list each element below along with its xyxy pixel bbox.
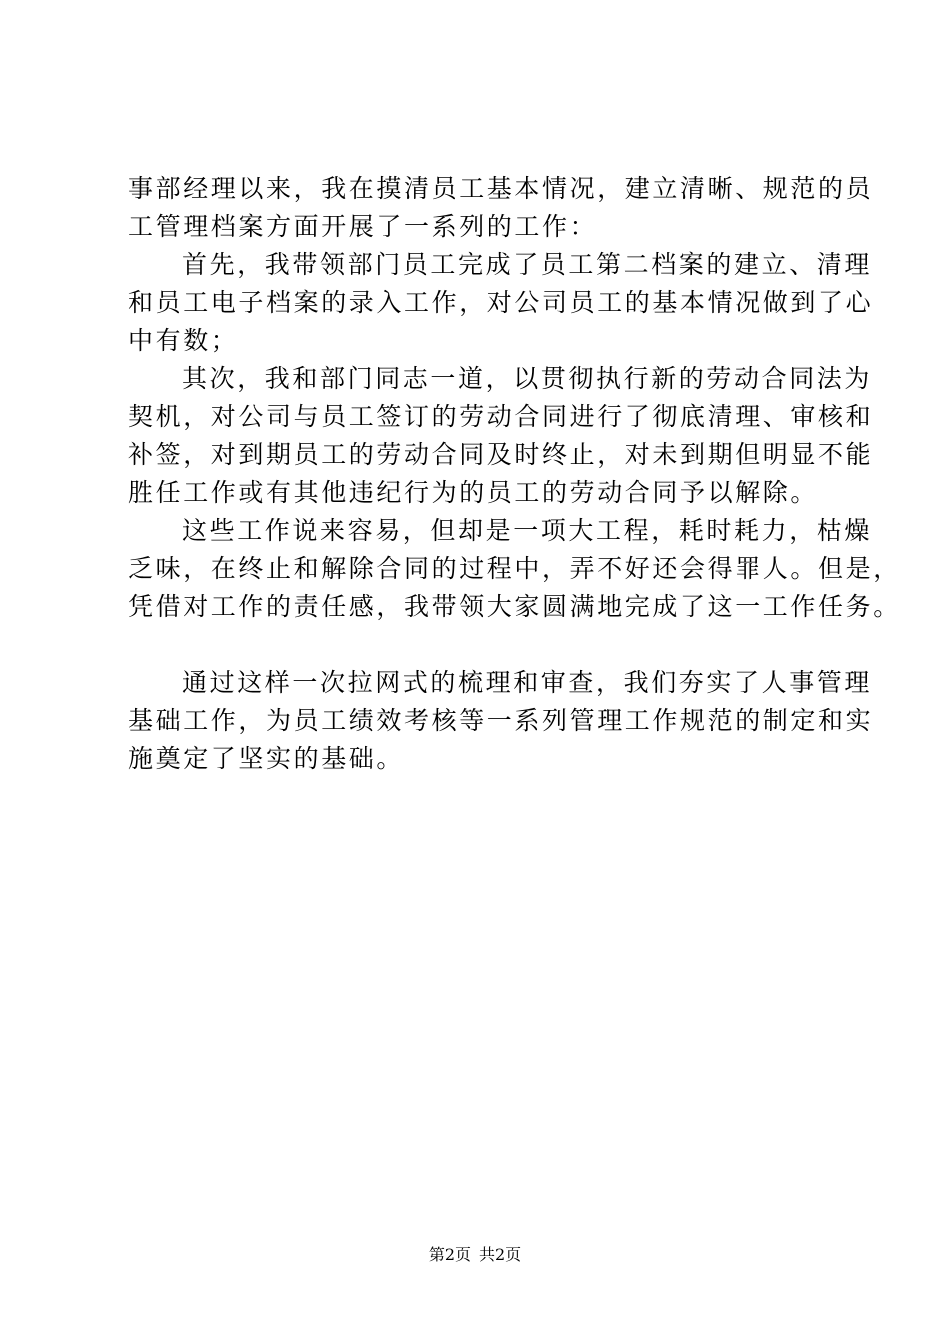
body-text: [128, 170, 901, 778]
page-footer: [0, 1245, 950, 1265]
text-line: 工管理档案方面开展了一系列的工作：: [128, 212, 598, 241]
text-line: 乏味，在终止和解除合同的过程中，弄不好还会得罪人。但是，: [128, 554, 901, 583]
paragraph-gap: [128, 626, 848, 664]
text-line: 施奠定了坚实的基础。: [128, 744, 405, 773]
text-line: 基础工作，为员工绩效考核等一系列管理工作规范的制定和实: [128, 706, 874, 735]
text-line: 和员工电子档案的录入工作，对公司员工的基本情况做到了心: [128, 288, 874, 317]
text-line: 凭借对工作的责任感，我带领大家圆满地完成了这一工作任务。: [128, 592, 901, 621]
text-line: 中有数；: [128, 326, 239, 355]
text-line: 事部经理以来，我在摸清员工基本情况，建立清晰、规范的员: [128, 174, 874, 203]
page-total: 共2页: [479, 1245, 522, 1264]
text-line: 契机，对公司与员工签订的劳动合同进行了彻底清理、审核和: [128, 402, 874, 431]
text-line: 这些工作说来容易，但却是一项大工程，耗时耗力，枯燥: [182, 516, 873, 545]
page-number: 第2页: [428, 1245, 471, 1264]
text-line: 通过这样一次拉网式的梳理和审查，我们夯实了人事管理: [182, 668, 873, 697]
text-line: 补签，对到期员工的劳动合同及时终止，对未到期但明显不能: [128, 440, 874, 469]
text-line: 首先，我带领部门员工完成了员工第二档案的建立、清理: [182, 250, 873, 279]
text-line: 胜任工作或有其他违纪行为的员工的劳动合同予以解除。: [128, 478, 819, 507]
text-line: 其次，我和部门同志一道，以贯彻执行新的劳动合同法为: [182, 364, 873, 393]
